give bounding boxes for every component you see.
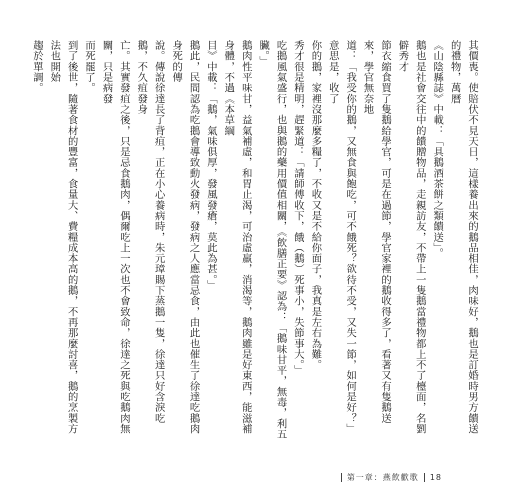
text-line: 《山陰縣誌》中載：「具鵝酒茶餅之類饋送」。 [431, 40, 444, 259]
text-line: 而死罷了。 [83, 40, 96, 94]
text-line: 節衣縮食買了隻鵝給學官，可是在過節，學官家裡的鵝收得多了，看著又有隻鵝送來，學官無奈地 [361, 40, 391, 424]
text-line: 秀才很是精明，趕緊道：「請師傅收下，餓（鵝）死事小，失節事大。」 [291, 40, 304, 376]
text-line: 鵝也是社會交往中的饋贈物品，走親訪友，不帶上一隻鵝當禮物都上不了檯面，名劉僻秀才 [396, 40, 426, 435]
text-line: 說。傳說徐達長了背疽，正在小心養病時，朱元璋賜下蒸鵝一隻，徐達只好含淚吃鵝，不久疽發身 [135, 40, 165, 424]
page-footer [341, 472, 442, 483]
chapter-title: 第一章：燕飲歡歌 [346, 473, 419, 482]
text-line: 其價喪。使賠伏不見天日，這樣養出來的鵝品相佳，肉味好，鵝也是訂婚時男方饋送的禮物，萬曆 [448, 40, 478, 435]
text-line: 道：「我受你的鵝，又無食與飽吃，可不餓死？欲待不受，又失一節，如何是好？」意思是，收了 [326, 40, 357, 435]
text-line: 趨於單調。 [30, 40, 43, 94]
footer-divider [424, 473, 425, 482]
text-line: 鵝此，民間認為吃鵝會導致動火發病，發病之人應當忌食，由此也催生了徐達吃鵝肉身死的傳 [170, 40, 200, 435]
text-line: 鵝肉性平味甘，益氣補虛，和胃止渴，可治虛羸，消渴等，鵝肉雖是好東西，能滋補身體，不過《本草綱 [222, 40, 252, 435]
page-number: 18 [429, 473, 442, 482]
footer-divider [341, 473, 342, 482]
text-line: 你的鵝，家裡沒那麼多糧了，不收又是不給你面子，我真是左右為難。 [309, 40, 322, 371]
text-line: 吃鵝風氣盛行，也與鵝的藥用價值相關，《飲膳正要》認為：「鵝味甘平，無毒，利五臟。」 [257, 40, 287, 440]
text-line: 亡。其實發疽之後，只是忌食鵝肉，偶爾吃上一次也不會致命，徐達之死與吃鵝肉無關，只是病發 [100, 40, 130, 435]
body-text [30, 40, 480, 440]
text-line: 目》中載：「鵝，氣味俱厚，發風發瘡，莫此為甚。」 [204, 40, 217, 291]
text-line: 到了後世，隨著食材的豐富，食量大、費糧成本高的鵝，不再那麼討喜，鵝的烹製方法也開始 [48, 40, 78, 435]
